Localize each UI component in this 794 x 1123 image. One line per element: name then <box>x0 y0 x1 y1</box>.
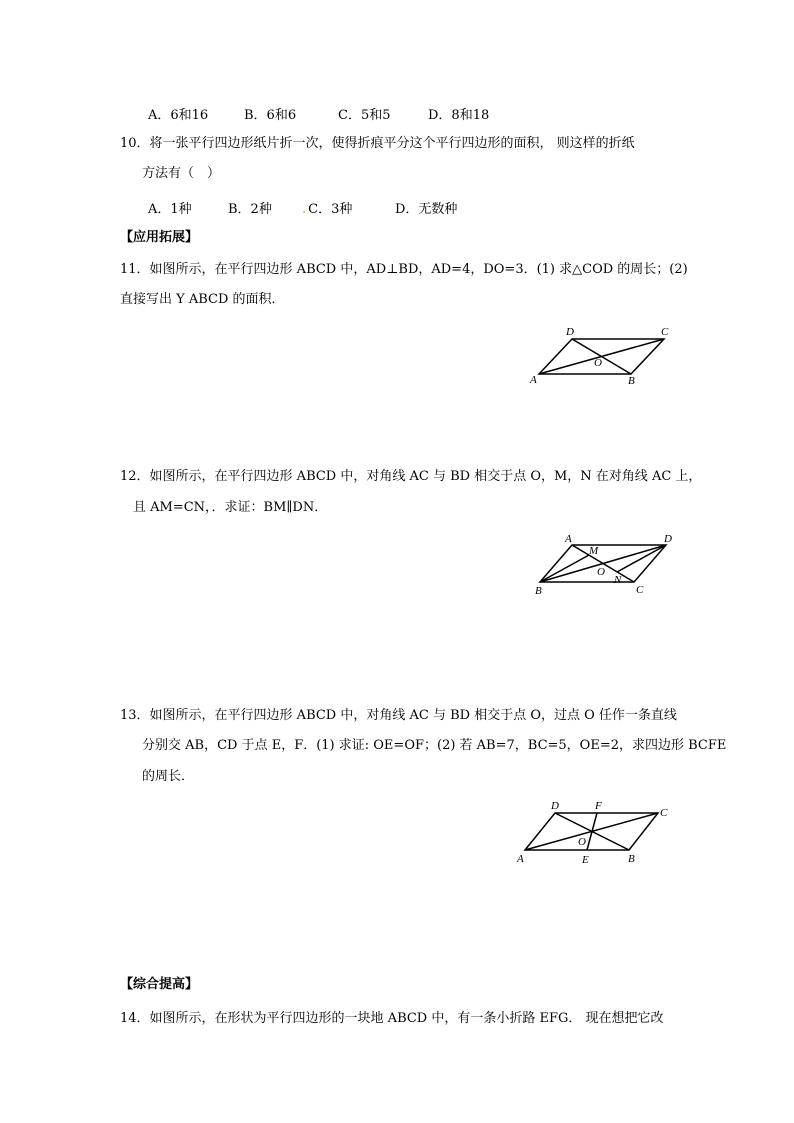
q12-text-line1: 12．如图所示，在平行四边形 ABCD 中，对角线 AC 与 BD 相交于点 O，M，N 在对角线 AC 上， <box>120 469 702 484</box>
q13-segment-ef <box>587 813 597 850</box>
section-heading-comprehensive: 【综合提高】 <box>120 977 199 992</box>
q14-text-line1: 14．如图所示，在形状为平行四边形的一块地 ABCD 中，有一条小折路 EFG． 现在想把它改 <box>120 1011 664 1026</box>
q11-label-o: O <box>594 357 602 369</box>
q13-label-a: A <box>517 853 524 865</box>
q9-option-a: A．6和16 <box>148 108 209 123</box>
q13-label-e: E <box>582 854 589 866</box>
q11-text-line2: 直接写出 Y ABCD 的面积． <box>120 292 285 307</box>
q11-text-line1: 11．如图所示，在平行四边形 ABCD 中，AD⊥BD，AD=4，DO=3．(1) 求△COD 的周长；(2) <box>120 262 688 277</box>
q12-label-o: O <box>597 566 605 578</box>
q12-label-d: D <box>664 533 672 545</box>
q11-label-a: A <box>530 374 537 386</box>
q12-label-a: A <box>565 533 572 545</box>
q9-option-d: D．8和18 <box>428 108 490 123</box>
section-heading-apply: 【应用拓展】 <box>120 230 199 245</box>
q10-option-c: C．3种 <box>308 202 353 217</box>
q13-label-d: D <box>551 800 559 812</box>
q13-text-line1: 13．如图所示，在平行四边形 ABCD 中，对角线 AC 与 BD 相交于点 O，过点 O 任作一条直线 <box>120 708 677 723</box>
q10-option-b: B．2种 <box>228 202 272 217</box>
q13-label-f: F <box>595 800 602 812</box>
q13-text-line2: 分别交 AB，CD 于点 E，F．(1) 求证: OE=OF；(2) 若 AB=7，BC=5，OE=2，求四边形 BCFE <box>142 738 727 753</box>
q12-text-line2: 且 AM=CN，．求证：BM∥DN． <box>133 500 328 515</box>
q11-label-c: C <box>661 326 669 338</box>
q12-label-n: N <box>614 574 622 586</box>
q9-option-b: B．6和6 <box>244 108 297 123</box>
q10-option-d: D．无数种 <box>395 202 458 217</box>
q13-label-b: B <box>628 853 635 865</box>
q11-label-b: B <box>628 375 635 387</box>
q13-text-line3: 的周长． <box>142 769 195 784</box>
q13-label-c: C <box>660 807 668 819</box>
q12-label-b: B <box>535 585 542 597</box>
q10-text-line2: 方法有（ ） <box>142 166 221 181</box>
q9-option-c: C．5和5 <box>338 108 391 123</box>
q12-label-c: C <box>636 584 644 596</box>
q10-option-a: A．1种 <box>148 202 192 217</box>
q10-text-line1: 10．将一张平行四边形纸片折一次，使得折痕平分这个平行四边形的面积， 则这样的折纸 <box>120 136 635 151</box>
q12-label-m: M <box>589 545 599 557</box>
q11-label-d: D <box>566 326 574 338</box>
q13-label-o: O <box>578 836 586 848</box>
marker-dot: . <box>302 202 307 217</box>
